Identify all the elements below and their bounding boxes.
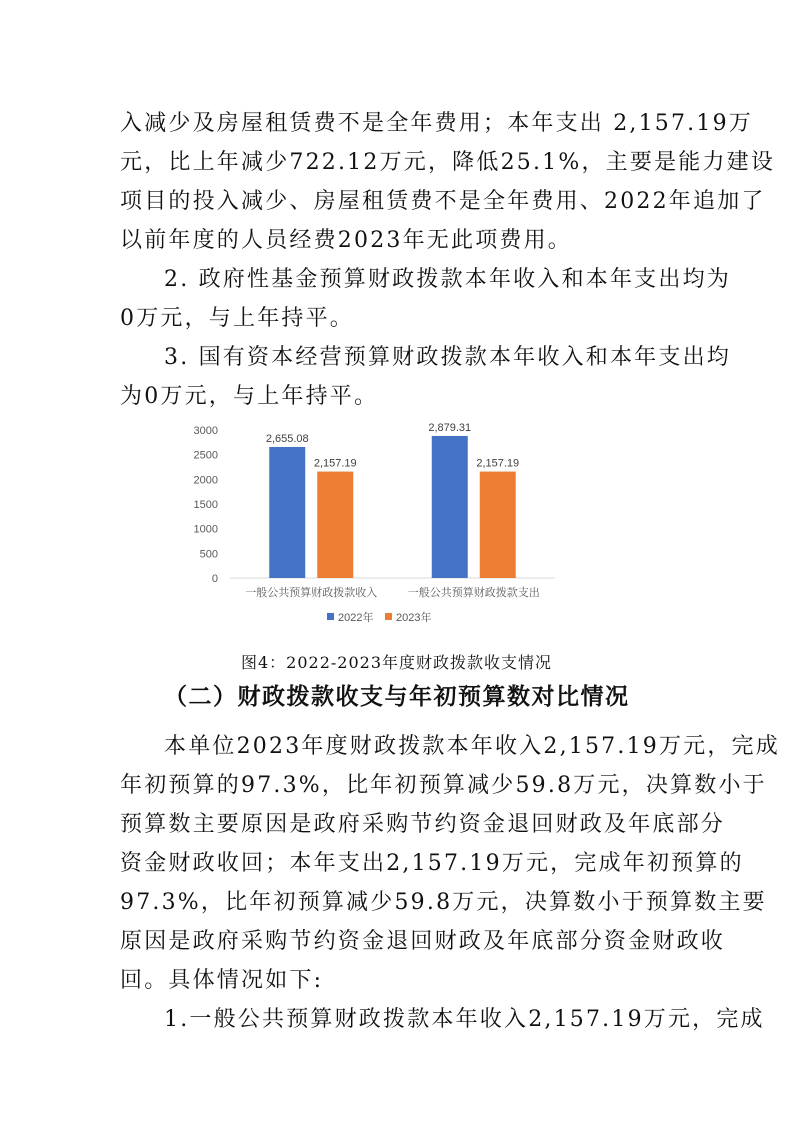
body-text-line: 本单位2023年度财政拨款本年收入2,157.19万元，完成 (164, 734, 780, 759)
section-heading: （二）财政拨款收支与年初预算数对比情况 (164, 684, 630, 710)
body-text-line: 回。具体情况如下: (120, 968, 324, 993)
y-tick-label: 3000 (193, 425, 218, 437)
bar (269, 447, 305, 578)
legend-swatch (385, 613, 392, 620)
body-text-line: 元，比上年减少722.12万元，降低25.1%，主要是能力建设 (120, 150, 776, 175)
body-text-line: 项目的投入减少、房屋租赁费不是全年费用、2022年追加了 (120, 189, 766, 214)
body-text-line: 0万元，与上年持平。 (120, 306, 354, 331)
x-tick-label: 一般公共预算财政拨款支出 (407, 587, 540, 599)
figure-caption: 图4：2022-2023年度财政拨款收支情况 (240, 653, 553, 672)
bar (432, 436, 468, 578)
legend-label: 2022年 (338, 612, 374, 624)
legend-label: 2023年 (396, 612, 432, 624)
legend-swatch (327, 613, 334, 620)
x-tick-label: 一般公共预算财政拨款收入 (245, 587, 378, 599)
body-text-line: 97.3%，比年初预算减少59.8万元，决算数小于预算数主要 (120, 890, 767, 915)
body-text-line: 预算数主要原因是政府采购节约资金退回财政及年底部分 (120, 812, 726, 837)
data-label: 2,655.08 (265, 433, 309, 446)
y-tick-label: 500 (199, 548, 218, 561)
bar (480, 472, 516, 578)
body-text-line: 年初预算的97.3%，比年初预算减少59.8万元，决算数小于 (120, 773, 767, 798)
body-text-line: 3. 国有资本经营预算财政拨款本年收入和本年支出均 (164, 345, 731, 370)
body-text-line: 入减少及房屋租赁费不是全年费用；本年支出 2,157.19万 (120, 111, 753, 136)
y-tick-label: 2000 (193, 474, 218, 487)
bar-chart (185, 418, 565, 638)
data-label: 2,157.19 (476, 457, 520, 470)
body-text-line: 为0万元，与上年持平。 (120, 384, 379, 409)
data-label: 2,879.31 (428, 421, 472, 434)
y-tick-label: 1500 (193, 499, 218, 511)
body-text-line: 资金财政收回；本年支出2,157.19万元，完成年初预算的 (120, 851, 744, 876)
bar (317, 472, 353, 578)
data-label: 2,157.19 (313, 457, 357, 470)
y-tick-label: 2500 (193, 449, 218, 462)
body-text-line: 2. 政府性基金预算财政拨款本年收入和本年支出均为 (164, 267, 731, 292)
y-tick-label: 1000 (193, 523, 218, 536)
body-text-line: 原因是政府采购节约资金退回财政及年底部分资金财政收 (120, 929, 726, 954)
body-text-line: 以前年度的人员经费2023年无此项费用。 (120, 228, 572, 253)
body-text-line: 1.一般公共预算财政拨款本年收入2,157.19万元，完成 (164, 1007, 765, 1032)
y-tick-label: 0 (211, 573, 218, 585)
